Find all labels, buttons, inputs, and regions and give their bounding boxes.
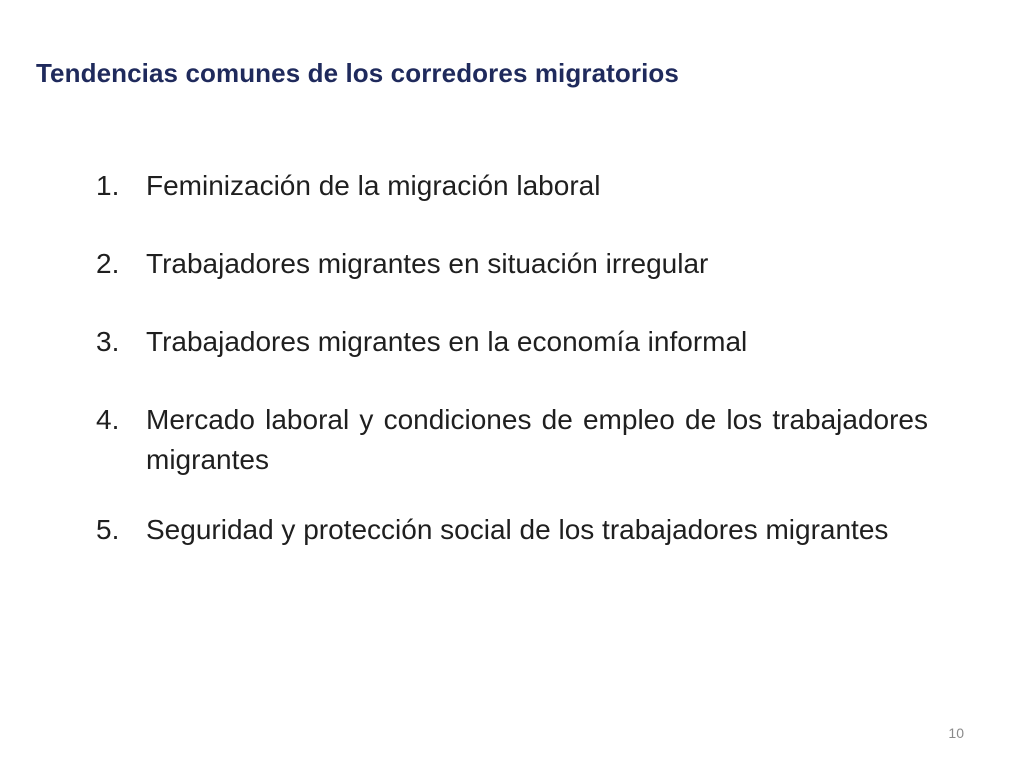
list-item [96, 400, 928, 480]
list-item [96, 166, 928, 206]
page-number: 10 [948, 725, 964, 741]
list-item-number: 3. [96, 326, 120, 357]
list-item-text: Mercado laboral y condiciones de empleo de los trabajadores migrantes [146, 404, 928, 475]
list-item [96, 322, 928, 362]
list-item-number: 5. [96, 514, 120, 545]
list-item [96, 244, 928, 284]
list-item-text: Seguridad y protección social de los trabajadores migrantes [146, 514, 889, 545]
list-item-text: Feminización de la migración laboral [146, 170, 601, 201]
list-item-text: Trabajadores migrantes en la economía informal [146, 326, 748, 357]
numbered-list [96, 166, 928, 550]
list-item-number: 2. [96, 248, 120, 279]
list-item-number: 1. [96, 170, 120, 201]
list-item [96, 510, 928, 550]
list-item-text: Trabajadores migrantes en situación irregular [146, 248, 709, 279]
slide-title: Tendencias comunes de los corredores migratorios [36, 58, 679, 88]
list-item-number: 4. [96, 404, 120, 435]
